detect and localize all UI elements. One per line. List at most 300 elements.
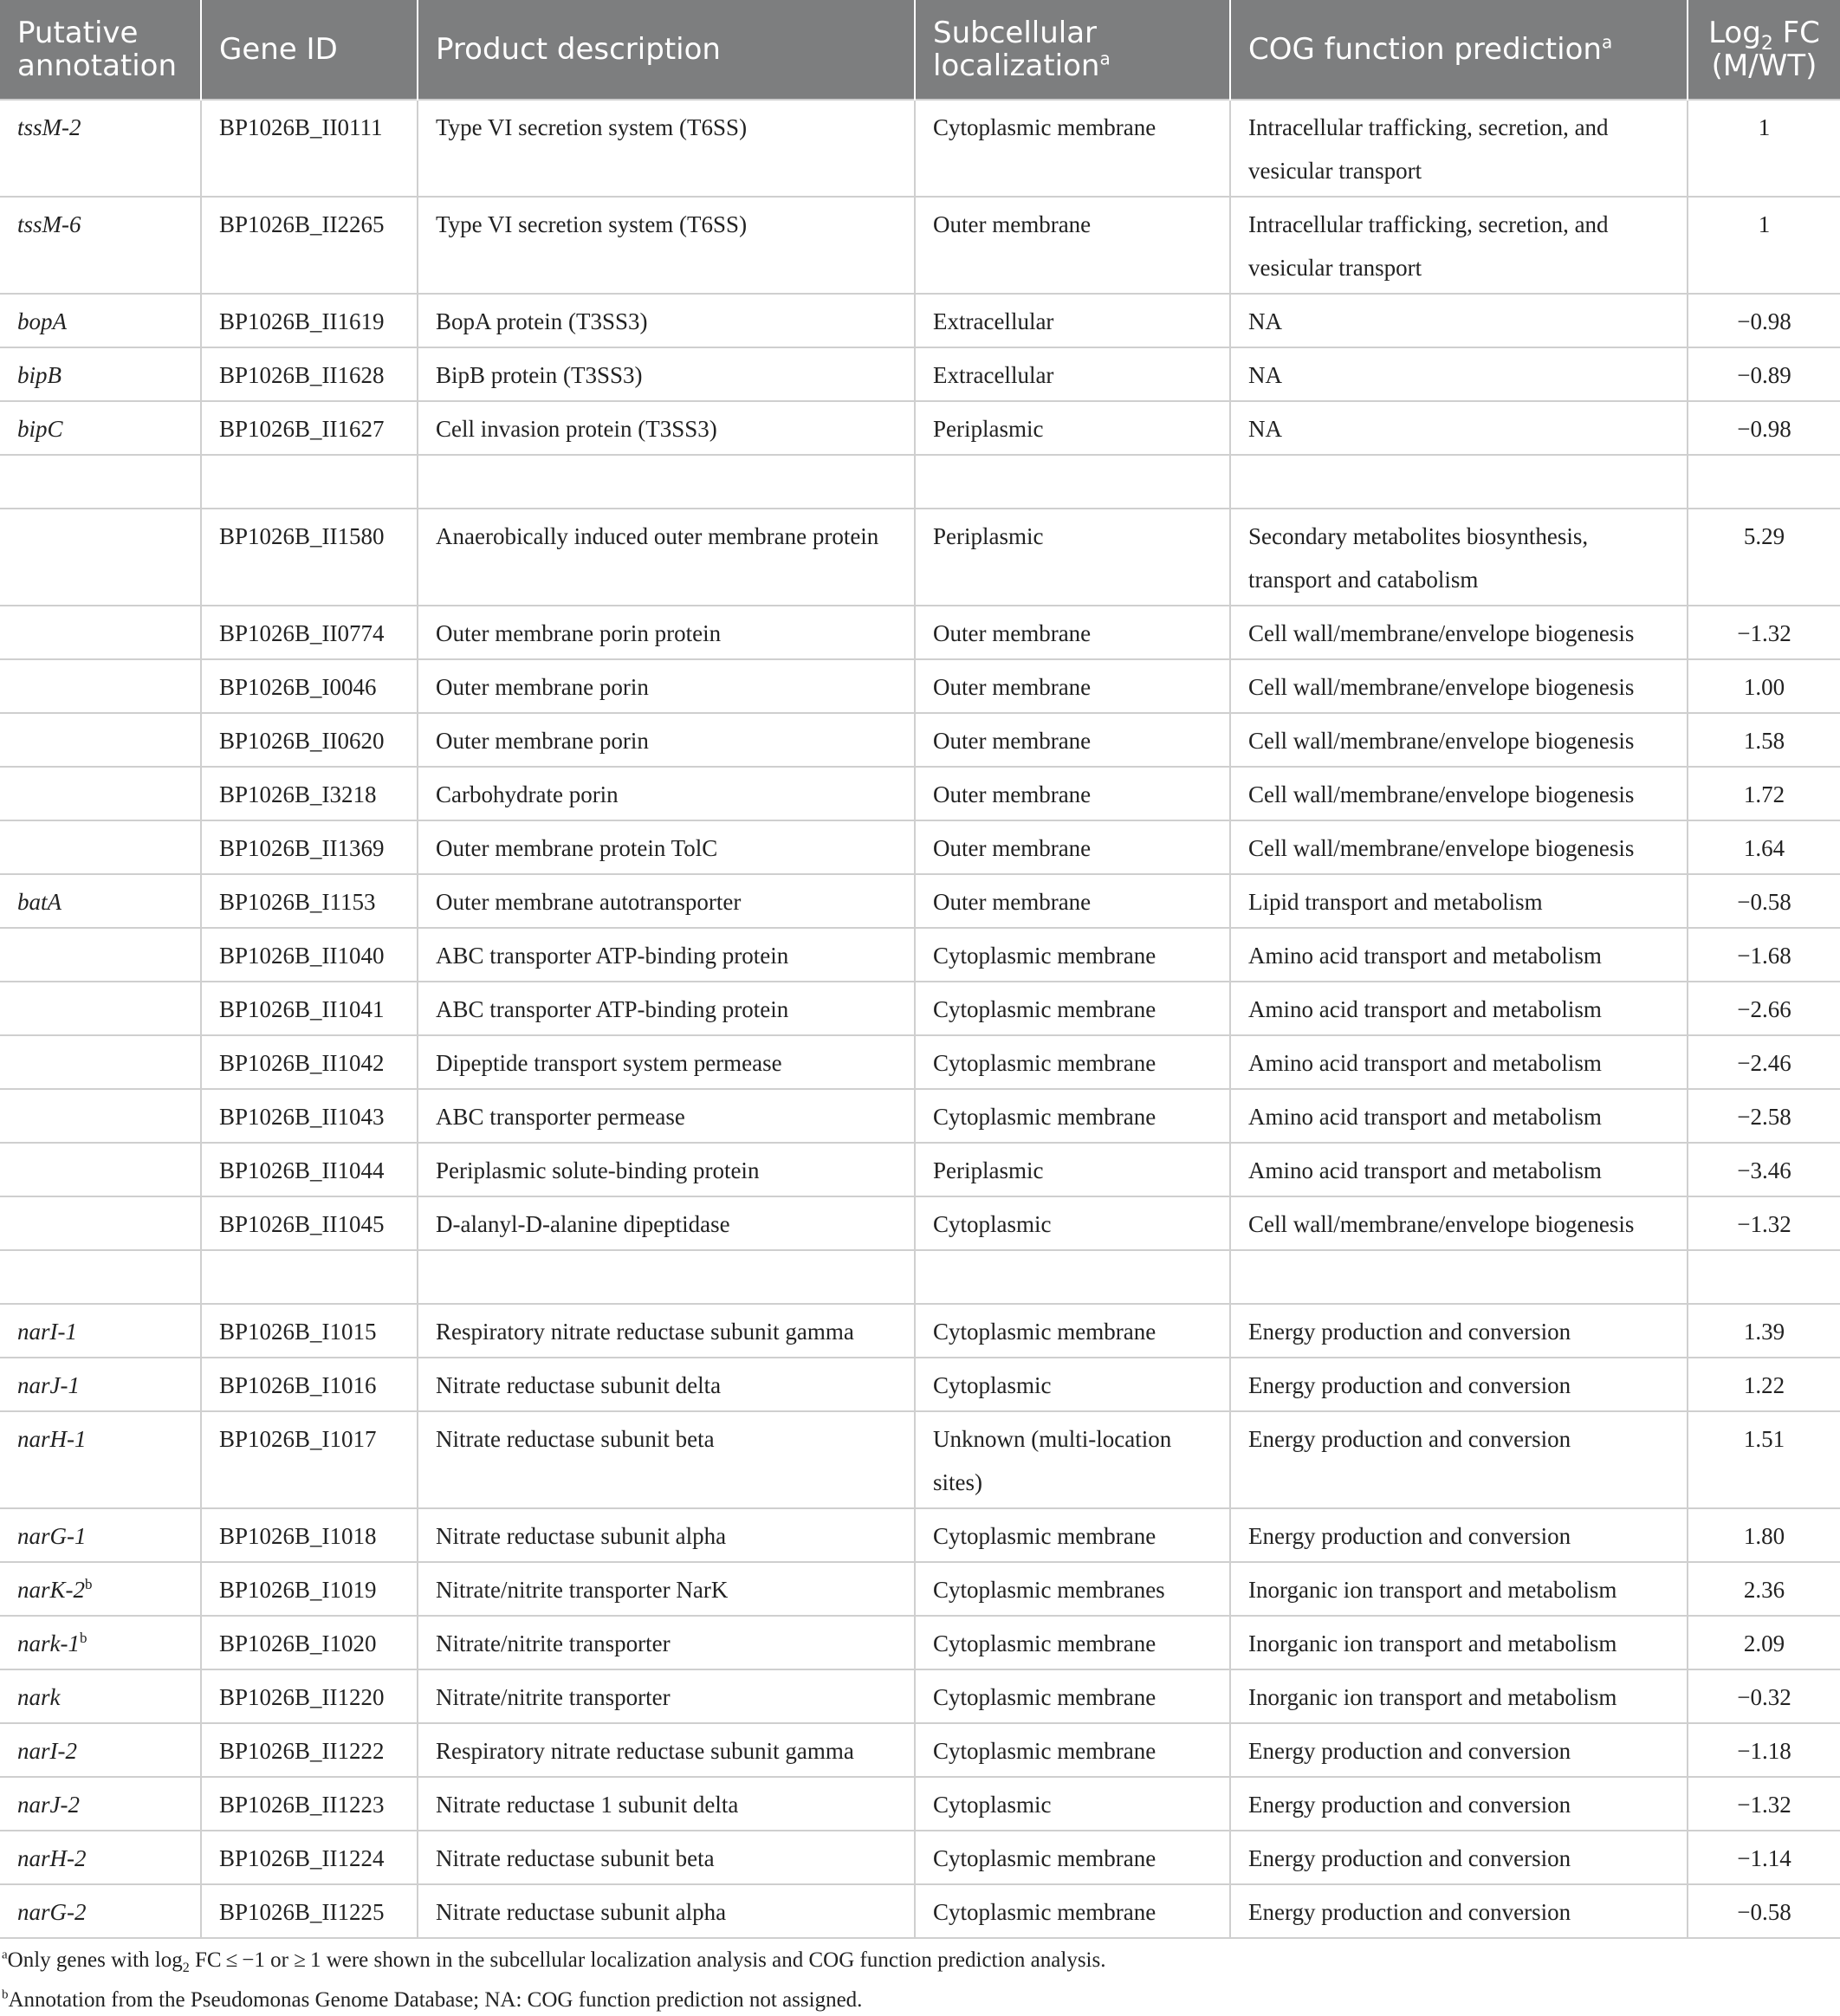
cell-product-description [418, 347, 915, 401]
footnote-a-pre: Only genes with log [7, 1948, 183, 1972]
cell-subcellular-localization [915, 100, 1230, 197]
cell-log2-fc-text: −0.58 [1737, 889, 1791, 915]
cell-product-description [418, 1669, 915, 1723]
cell-gene-id-text: BP1026B_II1619 [219, 308, 385, 334]
table-row [0, 606, 1840, 659]
cell-log2-fc-text: −1.32 [1737, 1211, 1791, 1237]
cell-subcellular-localization-text: Extracellular [933, 362, 1054, 388]
cell-gene-id-text: BP1026B_II0111 [219, 114, 383, 140]
table-row [0, 1562, 1840, 1616]
cell-log2-fc-text: 2.36 [1743, 1577, 1785, 1603]
cell-subcellular-localization [915, 1616, 1230, 1669]
cell-product-description [418, 294, 915, 347]
cell-log2-fc-text: −0.89 [1737, 362, 1791, 388]
cell-cog-function [1230, 606, 1688, 659]
cell-cog-function [1230, 659, 1688, 713]
cell-subcellular-localization [915, 1143, 1230, 1196]
cell-subcellular-localization [915, 1411, 1230, 1508]
cell-cog-function-text: Cell wall/membrane/envelope biogenesis [1248, 835, 1635, 861]
footnote-a-post: FC ≤ −1 or ≥ 1 were shown in the subcellular localization analysis and COG function prediction analysis. [189, 1948, 1106, 1972]
cell-gene-id-text: BP1026B_II1369 [219, 835, 385, 861]
cell-product-description-text: Outer membrane porin [436, 728, 649, 754]
cell-subcellular-localization-text: Outer membrane [933, 211, 1092, 237]
cell-subcellular-localization-text: Outer membrane [933, 781, 1092, 807]
table-row [0, 1035, 1840, 1089]
table-row [0, 874, 1840, 928]
cell-putative-annotation [0, 1143, 201, 1196]
table-row [0, 197, 1840, 294]
footnote-b-marker: b [85, 1576, 93, 1592]
cell-product-description-text: Nitrate reductase subunit beta [436, 1845, 715, 1871]
cell-cog-function-text: Inorganic ion transport and metabolism [1248, 1684, 1617, 1710]
cell-cog-function [1230, 1196, 1688, 1250]
cell-subcellular-localization-text: Cytoplasmic membrane [933, 1104, 1156, 1130]
cell-subcellular-localization-text: Cytoplasmic membranes [933, 1577, 1165, 1603]
cell-subcellular-localization [915, 1884, 1230, 1938]
cell-putative-annotation-text: tssM-6 [17, 211, 81, 237]
table-row [0, 1358, 1840, 1411]
cell-putative-annotation-text: narG-2 [17, 1899, 87, 1925]
cell-cog-function-text: Amino acid transport and metabolism [1248, 996, 1602, 1022]
cell-cog-function [1230, 928, 1688, 982]
header-putative-annotation: Putative annotation [0, 0, 201, 100]
cell-subcellular-localization-text: Outer membrane [933, 728, 1092, 754]
cell-putative-annotation-text: tssM-2 [17, 114, 81, 140]
cell-putative-annotation [0, 455, 201, 509]
table-row [0, 1669, 1840, 1723]
cell-product-description [418, 1411, 915, 1508]
cell-cog-function-text: Energy production and conversion [1248, 1319, 1571, 1345]
cell-gene-id [201, 659, 418, 713]
cell-subcellular-localization [915, 455, 1230, 509]
cell-log2-fc [1688, 1508, 1840, 1562]
cell-product-description [418, 1143, 915, 1196]
cell-gene-id-text: BP1026B_II1220 [219, 1684, 385, 1710]
cell-log2-fc-text: −0.98 [1737, 308, 1791, 334]
cell-subcellular-localization [915, 1562, 1230, 1616]
table-row [0, 713, 1840, 767]
cell-product-description [418, 982, 915, 1035]
cell-putative-annotation [0, 1035, 201, 1089]
footnote-a-marker: a [1099, 48, 1111, 69]
cell-cog-function-text: NA [1248, 308, 1282, 334]
cell-putative-annotation [0, 1304, 201, 1358]
cell-product-description [418, 455, 915, 509]
cell-product-description-text: Outer membrane porin protein [436, 620, 722, 646]
cell-subcellular-localization-text: Cytoplasmic membrane [933, 114, 1156, 140]
cell-gene-id [201, 1304, 418, 1358]
cell-putative-annotation [0, 509, 201, 606]
cell-cog-function-text: Amino acid transport and metabolism [1248, 943, 1602, 969]
cell-log2-fc-text: −1.68 [1737, 943, 1791, 969]
cell-putative-annotation-text: nark [17, 1684, 61, 1710]
cell-product-description-text: Nitrate reductase subunit alpha [436, 1523, 727, 1549]
cell-product-description [418, 1562, 915, 1616]
cell-product-description [418, 1304, 915, 1358]
cell-gene-id-text: BP1026B_II1043 [219, 1104, 385, 1130]
cell-subcellular-localization [915, 659, 1230, 713]
header-product-description: Product description [418, 0, 915, 100]
table-row [0, 1884, 1840, 1938]
cell-log2-fc [1688, 1884, 1840, 1938]
cell-log2-fc [1688, 1358, 1840, 1411]
cell-putative-annotation-text: nark-1 [17, 1630, 80, 1656]
cell-cog-function [1230, 713, 1688, 767]
header-localization-text: Subcellular localization [933, 16, 1100, 83]
cell-log2-fc [1688, 1089, 1840, 1143]
table-row [0, 928, 1840, 982]
cell-log2-fc [1688, 294, 1840, 347]
cell-log2-fc-text: −1.14 [1737, 1845, 1791, 1871]
cell-subcellular-localization-text: Cytoplasmic membrane [933, 1738, 1156, 1764]
cell-cog-function [1230, 401, 1688, 455]
cell-gene-id [201, 1250, 418, 1304]
cell-log2-fc-text: 1.51 [1743, 1426, 1785, 1452]
cell-subcellular-localization [915, 1777, 1230, 1831]
header-row [0, 0, 1840, 100]
cell-putative-annotation-text: bipC [17, 416, 63, 442]
cell-gene-id [201, 820, 418, 874]
cell-subcellular-localization [915, 1831, 1230, 1884]
cell-subcellular-localization [915, 713, 1230, 767]
cell-cog-function [1230, 100, 1688, 197]
table-row [0, 1616, 1840, 1669]
cell-product-description-text: ABC transporter ATP-binding protein [436, 943, 789, 969]
cell-subcellular-localization-text: Cytoplasmic membrane [933, 1523, 1156, 1549]
cell-cog-function [1230, 1777, 1688, 1831]
cell-cog-function [1230, 1562, 1688, 1616]
cell-log2-fc [1688, 455, 1840, 509]
cell-gene-id-text: BP1026B_I1019 [219, 1577, 377, 1603]
cell-log2-fc [1688, 197, 1840, 294]
cell-product-description-text: D-alanyl-D-alanine dipeptidase [436, 1211, 730, 1237]
cell-subcellular-localization-text: Cytoplasmic [933, 1372, 1052, 1398]
cell-subcellular-localization [915, 509, 1230, 606]
cell-log2-fc-text: 1.72 [1743, 781, 1785, 807]
cell-subcellular-localization [915, 928, 1230, 982]
table-header [0, 0, 1840, 100]
cell-log2-fc [1688, 100, 1840, 197]
cell-product-description-text: Nitrate reductase 1 subunit delta [436, 1792, 739, 1818]
cell-subcellular-localization-text: Cytoplasmic [933, 1792, 1052, 1818]
cell-cog-function [1230, 1143, 1688, 1196]
footnote-b-mark: b [2, 1987, 9, 2002]
cell-cog-function-text: Secondary metabolites biosynthesis, transport and catabolism [1248, 523, 1589, 593]
cell-gene-id [201, 401, 418, 455]
cell-log2-fc [1688, 1723, 1840, 1777]
cell-product-description [418, 509, 915, 606]
cell-gene-id-text: BP1026B_II0774 [219, 620, 385, 646]
cell-gene-id [201, 1089, 418, 1143]
header-subcellular-localization [915, 0, 1230, 100]
cell-gene-id-text: BP1026B_I1153 [219, 889, 376, 915]
cell-subcellular-localization-text: Unknown (multi-location sites) [933, 1426, 1172, 1495]
cell-log2-fc-text: 1.39 [1743, 1319, 1785, 1345]
cell-subcellular-localization-text: Cytoplasmic membrane [933, 1050, 1156, 1076]
cell-cog-function [1230, 1508, 1688, 1562]
cell-gene-id-text: BP1026B_I1016 [219, 1372, 377, 1398]
cell-gene-id [201, 1831, 418, 1884]
cell-subcellular-localization-text: Outer membrane [933, 889, 1092, 915]
cell-gene-id-text: BP1026B_I1018 [219, 1523, 377, 1549]
table-row [0, 1196, 1840, 1250]
cell-log2-fc-text: −2.46 [1737, 1050, 1791, 1076]
cell-putative-annotation-text: narJ-1 [17, 1372, 80, 1398]
cell-gene-id-text: BP1026B_II2265 [219, 211, 385, 237]
cell-cog-function-text: Intracellular trafficking, secretion, and vesicular transport [1248, 211, 1609, 281]
cell-putative-annotation [0, 1562, 201, 1616]
cell-gene-id [201, 713, 418, 767]
cell-subcellular-localization-text: Cytoplasmic membrane [933, 1684, 1156, 1710]
cell-product-description [418, 100, 915, 197]
cell-putative-annotation [0, 874, 201, 928]
cell-gene-id-text: BP1026B_II1042 [219, 1050, 385, 1076]
cell-product-description-text: Nitrate/nitrite transporter [436, 1630, 671, 1656]
cell-log2-fc [1688, 1304, 1840, 1358]
cell-subcellular-localization [915, 1089, 1230, 1143]
cell-gene-id [201, 1884, 418, 1938]
cell-cog-function [1230, 1411, 1688, 1508]
cell-cog-function-text: Cell wall/membrane/envelope biogenesis [1248, 728, 1635, 754]
cell-product-description-text: Carbohydrate porin [436, 781, 619, 807]
cell-gene-id [201, 1411, 418, 1508]
cell-log2-fc [1688, 659, 1840, 713]
cell-cog-function-text: Cell wall/membrane/envelope biogenesis [1248, 781, 1635, 807]
cell-gene-id [201, 1562, 418, 1616]
cell-log2-fc [1688, 874, 1840, 928]
table-row [0, 1411, 1840, 1508]
cell-putative-annotation [0, 767, 201, 820]
cell-cog-function-text: NA [1248, 362, 1282, 388]
header-cog-function [1230, 0, 1688, 100]
cell-subcellular-localization [915, 1304, 1230, 1358]
cell-log2-fc [1688, 1562, 1840, 1616]
cell-product-description [418, 659, 915, 713]
table-row [0, 1831, 1840, 1884]
cell-gene-id [201, 100, 418, 197]
footnote-a-marker: a [1601, 31, 1613, 53]
cell-gene-id [201, 928, 418, 982]
cell-log2-fc-text: −0.58 [1737, 1899, 1791, 1925]
cell-gene-id [201, 874, 418, 928]
cell-putative-annotation [0, 713, 201, 767]
cell-cog-function [1230, 1831, 1688, 1884]
cell-cog-function-text: Amino acid transport and metabolism [1248, 1050, 1602, 1076]
cell-subcellular-localization [915, 1508, 1230, 1562]
cell-putative-annotation-text: narG-1 [17, 1523, 87, 1549]
cell-log2-fc [1688, 982, 1840, 1035]
table-row [0, 1723, 1840, 1777]
table-row [0, 820, 1840, 874]
cell-cog-function-text: Cell wall/membrane/envelope biogenesis [1248, 620, 1635, 646]
cell-cog-function-text: Energy production and conversion [1248, 1372, 1571, 1398]
cell-gene-id [201, 1508, 418, 1562]
cell-product-description [418, 1616, 915, 1669]
cell-product-description-text: Outer membrane autotransporter [436, 889, 742, 915]
cell-cog-function-text: Energy production and conversion [1248, 1845, 1571, 1871]
cell-log2-fc [1688, 401, 1840, 455]
cell-log2-fc [1688, 1143, 1840, 1196]
cell-putative-annotation [0, 347, 201, 401]
cell-putative-annotation [0, 606, 201, 659]
cell-cog-function-text: Intracellular trafficking, secretion, and vesicular transport [1248, 114, 1609, 184]
cell-putative-annotation [0, 1411, 201, 1508]
cell-subcellular-localization-text: Cytoplasmic [933, 1211, 1052, 1237]
cell-subcellular-localization [915, 1196, 1230, 1250]
cell-cog-function-text: Energy production and conversion [1248, 1792, 1571, 1818]
cell-log2-fc [1688, 1831, 1840, 1884]
table-row [0, 347, 1840, 401]
cell-product-description [418, 1723, 915, 1777]
cell-product-description [418, 1884, 915, 1938]
cell-gene-id-text: BP1026B_II1044 [219, 1157, 385, 1183]
cell-gene-id [201, 606, 418, 659]
cell-gene-id [201, 1358, 418, 1411]
cell-product-description [418, 820, 915, 874]
cell-product-description-text: Dipeptide transport system permease [436, 1050, 782, 1076]
cell-cog-function [1230, 1035, 1688, 1089]
cell-subcellular-localization-text: Periplasmic [933, 523, 1044, 549]
table-row [0, 767, 1840, 820]
cell-product-description-text: Nitrate reductase subunit beta [436, 1426, 715, 1452]
cell-subcellular-localization [915, 1035, 1230, 1089]
cell-putative-annotation [0, 1616, 201, 1669]
cell-subcellular-localization-text: Periplasmic [933, 416, 1044, 442]
footnote-b-text: Annotation from the Pseudomonas Genome Database; NA: COG function prediction not assigned. [8, 1988, 863, 2012]
cell-subcellular-localization [915, 1250, 1230, 1304]
cell-product-description [418, 1250, 915, 1304]
table-row [0, 509, 1840, 606]
cell-putative-annotation [0, 928, 201, 982]
cell-subcellular-localization-text: Cytoplasmic membrane [933, 996, 1156, 1022]
footnote-b-marker: b [79, 1630, 87, 1646]
cell-gene-id-text: BP1026B_II1040 [219, 943, 385, 969]
header-gene-id: Gene ID [201, 0, 418, 100]
table-row [0, 1089, 1840, 1143]
cell-cog-function-text: NA [1248, 416, 1282, 442]
cell-gene-id [201, 767, 418, 820]
cell-log2-fc-text: −3.46 [1737, 1157, 1791, 1183]
cell-putative-annotation-text: narH-2 [17, 1845, 87, 1871]
cell-log2-fc-text: 1.58 [1743, 728, 1785, 754]
cell-log2-fc [1688, 1777, 1840, 1831]
header-fc-prefix: Log [1708, 16, 1761, 50]
cell-log2-fc-text: 1.80 [1743, 1523, 1785, 1549]
footnote-b [2, 1984, 1840, 2016]
cell-log2-fc [1688, 928, 1840, 982]
cell-cog-function-text: Energy production and conversion [1248, 1738, 1571, 1764]
cell-putative-annotation [0, 1508, 201, 1562]
cell-log2-fc-text: 1 [1758, 211, 1771, 237]
cell-gene-id-text: BP1026B_I1015 [219, 1319, 377, 1345]
cell-product-description [418, 1508, 915, 1562]
cell-cog-function [1230, 1304, 1688, 1358]
cell-gene-id-text: BP1026B_II1045 [219, 1211, 385, 1237]
cell-cog-function [1230, 347, 1688, 401]
cell-gene-id [201, 1669, 418, 1723]
cell-product-description [418, 713, 915, 767]
cell-gene-id-text: BP1026B_I1017 [219, 1426, 377, 1452]
cell-gene-id-text: BP1026B_II1627 [219, 416, 385, 442]
table-row [0, 455, 1840, 509]
cell-gene-id [201, 1196, 418, 1250]
footnote-a-sub: 2 [182, 1961, 190, 1975]
cell-gene-id-text: BP1026B_II1222 [219, 1738, 385, 1764]
cell-subcellular-localization-text: Outer membrane [933, 674, 1092, 700]
cell-cog-function [1230, 1358, 1688, 1411]
cell-product-description-text: Outer membrane protein TolC [436, 835, 718, 861]
cell-cog-function [1230, 509, 1688, 606]
cell-subcellular-localization [915, 820, 1230, 874]
cell-log2-fc-text: −1.32 [1737, 620, 1791, 646]
cell-product-description [418, 1831, 915, 1884]
header-log2-fc [1688, 0, 1840, 100]
cell-gene-id-text: BP1026B_I1020 [219, 1630, 377, 1656]
cell-product-description [418, 1035, 915, 1089]
cell-cog-function-text: Amino acid transport and metabolism [1248, 1104, 1602, 1130]
cell-log2-fc [1688, 1616, 1840, 1669]
cell-gene-id [201, 347, 418, 401]
cell-gene-id [201, 509, 418, 606]
cell-product-description [418, 928, 915, 982]
cell-product-description [418, 1358, 915, 1411]
cell-log2-fc-text: 1 [1758, 114, 1771, 140]
cell-product-description [418, 401, 915, 455]
cell-product-description [418, 874, 915, 928]
table-row [0, 1143, 1840, 1196]
cell-product-description [418, 1089, 915, 1143]
cell-putative-annotation [0, 1669, 201, 1723]
cell-log2-fc [1688, 1196, 1840, 1250]
cell-product-description-text: Nitrate reductase subunit delta [436, 1372, 722, 1398]
cell-cog-function [1230, 455, 1688, 509]
cell-subcellular-localization-text: Cytoplasmic membrane [933, 943, 1156, 969]
cell-gene-id-text: BP1026B_II1041 [219, 996, 385, 1022]
footnote-a [2, 1944, 1840, 1984]
cell-product-description-text: BopA protein (T3SS3) [436, 308, 648, 334]
table-row [0, 1304, 1840, 1358]
cell-product-description-text: Anaerobically induced outer membrane protein [436, 523, 879, 549]
cell-gene-id-text: BP1026B_II1225 [219, 1899, 385, 1925]
cell-cog-function-text: Energy production and conversion [1248, 1899, 1571, 1925]
cell-putative-annotation-text: bopA [17, 308, 67, 334]
cell-product-description-text: Respiratory nitrate reductase subunit gamma [436, 1738, 854, 1764]
cell-product-description-text: Nitrate reductase subunit alpha [436, 1899, 727, 1925]
cell-log2-fc-text: 1.64 [1743, 835, 1785, 861]
cell-subcellular-localization-text: Cytoplasmic membrane [933, 1319, 1156, 1345]
table-row [0, 100, 1840, 197]
cell-log2-fc [1688, 713, 1840, 767]
table-row [0, 1508, 1840, 1562]
cell-product-description-text: ABC transporter permease [436, 1104, 685, 1130]
cell-subcellular-localization-text: Periplasmic [933, 1157, 1044, 1183]
cell-subcellular-localization [915, 1669, 1230, 1723]
cell-product-description-text: Nitrate/nitrite transporter NarK [436, 1577, 729, 1603]
cell-cog-function [1230, 294, 1688, 347]
cell-gene-id-text: BP1026B_II1223 [219, 1792, 385, 1818]
cell-putative-annotation [0, 294, 201, 347]
cell-subcellular-localization [915, 606, 1230, 659]
cell-putative-annotation [0, 1831, 201, 1884]
cell-log2-fc-text: 5.29 [1743, 523, 1785, 549]
table-row [0, 1250, 1840, 1304]
cell-log2-fc [1688, 820, 1840, 874]
cell-product-description [418, 1196, 915, 1250]
cell-product-description-text: Type VI secretion system (T6SS) [436, 114, 748, 140]
table-row [0, 1777, 1840, 1831]
table-row [0, 982, 1840, 1035]
cell-log2-fc-text: 1.22 [1743, 1372, 1785, 1398]
